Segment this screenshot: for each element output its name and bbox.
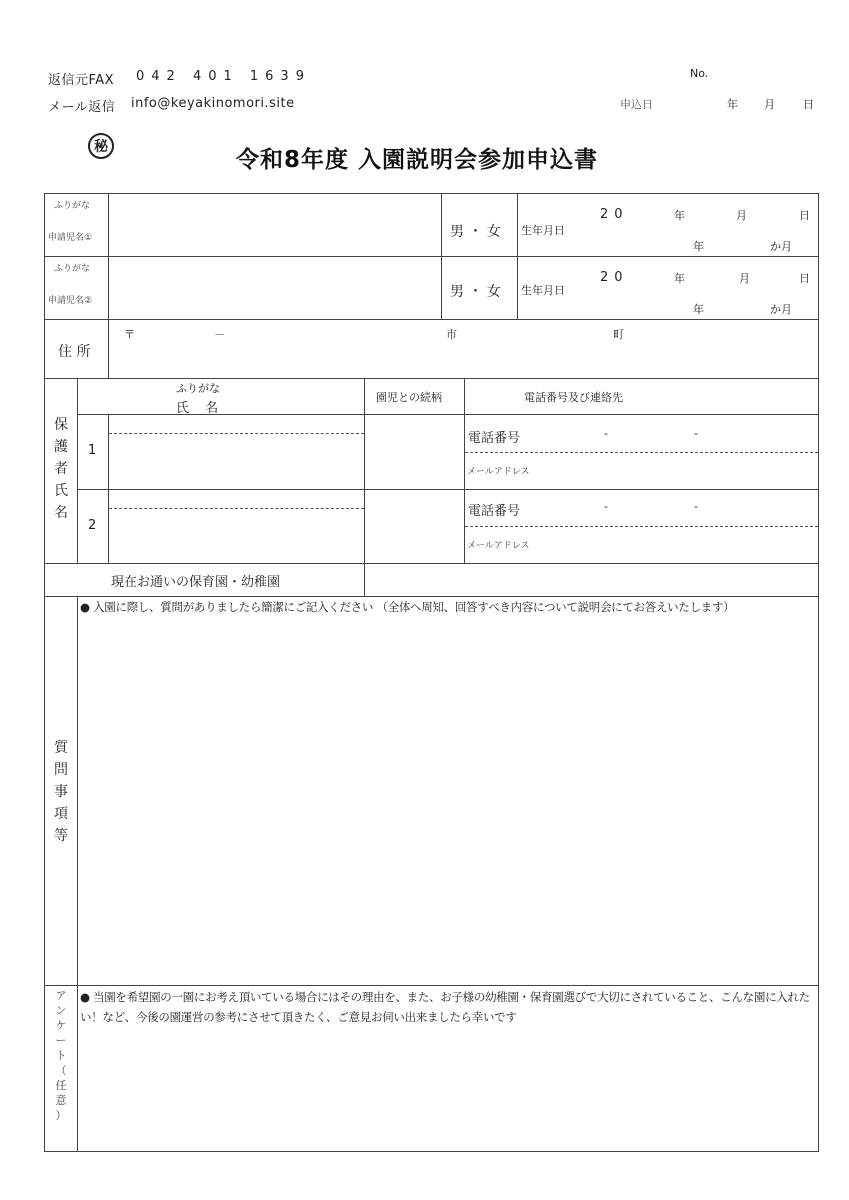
relation-header: 園児との続柄 <box>376 391 442 404</box>
postal-dash: － <box>214 328 225 341</box>
questions-label: 質 問 事 項 等 <box>54 740 68 844</box>
guardian1-relation-field[interactable] <box>366 416 462 487</box>
applicant2-month: 月 <box>739 272 750 285</box>
applicant1-month: 月 <box>736 209 747 222</box>
guardian1-phone-dash2: - <box>694 427 698 440</box>
applicant1-gender[interactable]: 男 ・ 女 <box>450 224 501 240</box>
guardian2-phone-label: 電話番号 <box>468 504 521 519</box>
applicant2-year: 年 <box>674 272 685 285</box>
guardian2-phone-dash2: - <box>694 500 698 513</box>
fax-label: 返信元FAX <box>48 73 115 88</box>
fax-number: 042 401 1639 <box>136 69 311 84</box>
page-title: 令和8年度 入園説明会参加申込書 <box>236 147 599 173</box>
applicant1-name-field[interactable] <box>110 196 439 254</box>
number-label: No. <box>690 67 709 80</box>
survey-instruction: ● 当園を希望園の一園にお考え頂いている場合にはその理由を、また、お子様の幼稚園・保育園選びで大切にされていること、こんな園に入れたい！など、今後の園運営の参考にさせて頂きたく、ご意見お伺い出来ましたら幸いです <box>80 990 810 1024</box>
questions-instruction: ● 入園に際し、質問がありましたら簡潔にご記入ください （全体へ周知、回答すべき内容について説明会にてお答えいたします） <box>80 600 735 614</box>
submit-year-label: 年 <box>727 98 738 111</box>
mail-address: info@keyakinomori.site <box>131 96 295 111</box>
contact-header: 電話番号及び連絡先 <box>524 391 623 404</box>
guardian2-email-label: メールアドレス <box>467 541 530 551</box>
postal-mark: 〒 <box>124 328 135 341</box>
address-label: 住 所 <box>58 344 91 360</box>
guardian1-index: 1 <box>88 443 97 458</box>
applicant2-name-field[interactable] <box>110 259 439 317</box>
current-school-field[interactable] <box>366 565 816 594</box>
questions-field[interactable] <box>80 618 816 982</box>
guardian1-phone-dash1: - <box>604 427 608 440</box>
applicant1-age-year: 年 <box>693 240 704 253</box>
survey-field[interactable] <box>80 1030 816 1148</box>
applicant2-birth-label: 生年月日 <box>521 284 565 297</box>
guardian2-phone-dash1: - <box>604 500 608 513</box>
submit-month-label: 月 <box>764 98 775 111</box>
current-school-label: 現在お通いの保育園・幼稚園 <box>111 575 281 590</box>
guardian1-email-label: メールアドレス <box>467 467 530 477</box>
applicant1-day: 日 <box>799 209 810 222</box>
applicant2-age-year: 年 <box>693 303 704 316</box>
applicant1-name-label: 申請児名① <box>48 233 93 243</box>
confidential-stamp: 秘 <box>88 133 114 159</box>
address-field[interactable] <box>110 340 816 376</box>
applicant1-furigana-label: ふりがな <box>54 201 91 211</box>
address-town-label: 町 <box>613 328 624 341</box>
applicant1-era: 20 <box>600 207 629 222</box>
guardian1-phone-label: 電話番号 <box>468 431 521 446</box>
address-city-label: 市 <box>446 328 457 341</box>
applicant2-gender[interactable]: 男 ・ 女 <box>450 284 501 300</box>
mail-label: メール返信 <box>48 100 116 115</box>
guardian-name-header: 氏 名 <box>176 401 225 416</box>
guardian-section-label: 保 護 者 氏 名 <box>54 417 68 521</box>
applicant2-era: 20 <box>600 270 629 285</box>
applicant2-name-label: 申請児名② <box>48 296 93 306</box>
guardian2-name-field[interactable] <box>110 491 362 561</box>
applicant1-birth-label: 生年月日 <box>521 224 565 237</box>
applicant1-year: 年 <box>674 209 685 222</box>
guardian2-relation-field[interactable] <box>366 491 462 561</box>
applicant2-furigana-label: ふりがな <box>54 264 91 274</box>
applicant1-age-month: か月 <box>770 240 792 253</box>
guardian2-index: 2 <box>88 518 97 533</box>
submit-date-label: 申込日 <box>620 98 653 111</box>
guardian-furigana-label: ふりがな <box>176 382 220 395</box>
guardian1-name-field[interactable] <box>110 416 362 487</box>
applicant2-day: 日 <box>799 272 810 285</box>
applicant2-age-month: か月 <box>770 303 792 316</box>
survey-label: ア ン ケ ー ト （ 任 意 ） <box>55 989 67 1122</box>
submit-day-label: 日 <box>803 98 814 111</box>
